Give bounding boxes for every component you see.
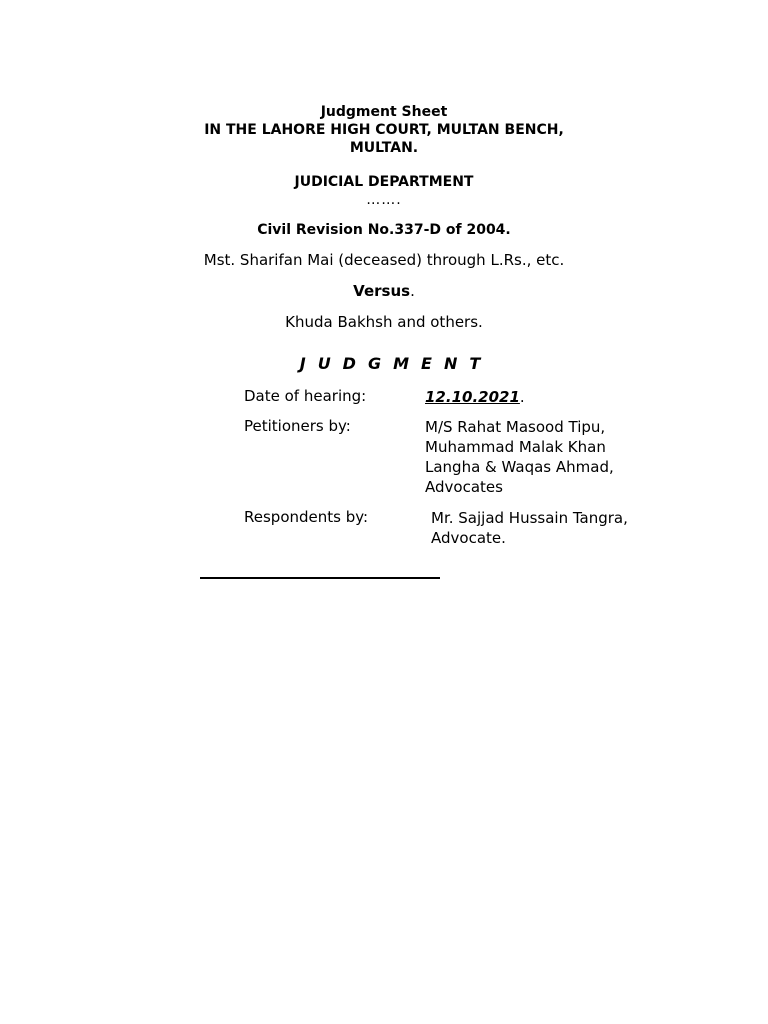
respondents-counsel [431, 508, 628, 548]
footnote-divider [200, 577, 440, 579]
petitioners-counsel [425, 417, 614, 497]
separator-dots: ……. [366, 192, 402, 208]
versus-word: Versus [353, 282, 411, 300]
versus-line [0, 282, 768, 300]
department-heading: JUDICIAL DEPARTMENT [294, 174, 474, 190]
petitioners-counsel-line: M/S Rahat Masood Tipu, [425, 418, 606, 436]
case-number: Civil Revision No.337-D of 2004. [257, 222, 511, 238]
respondent-party: Khuda Bakhsh and others. [285, 313, 483, 331]
court-name: IN THE LAHORE HIGH COURT, MULTAN BENCH, [204, 122, 564, 138]
hearing-date: 12.10.2021 [425, 388, 520, 406]
hearing-date-label: Date of hearing: [244, 387, 367, 405]
petitioner-party: Mst. Sharifan Mai (deceased) through L.Rs., etc. [203, 251, 565, 269]
petitioners-counsel-line: Langha & Waqas Ahmad, [425, 458, 614, 476]
hearing-date-punct: . [519, 388, 525, 406]
respondents-counsel-line: Mr. Sajjad Hussain Tangra, [431, 509, 628, 527]
respondents-label: Respondents by: [244, 508, 369, 526]
judgment-heading: JUDGMENT [299, 354, 493, 373]
versus-punct: . [410, 282, 415, 300]
hearing-date-value [425, 387, 525, 407]
respondents-counsel-line: Advocate. [431, 529, 506, 547]
court-city: MULTAN. [349, 140, 419, 156]
petitioners-counsel-line: Advocates [425, 478, 503, 496]
petitioners-label: Petitioners by: [244, 417, 351, 435]
petitioners-counsel-line: Muhammad Malak Khan [425, 438, 606, 456]
sheet-title: Judgment Sheet [320, 104, 448, 120]
